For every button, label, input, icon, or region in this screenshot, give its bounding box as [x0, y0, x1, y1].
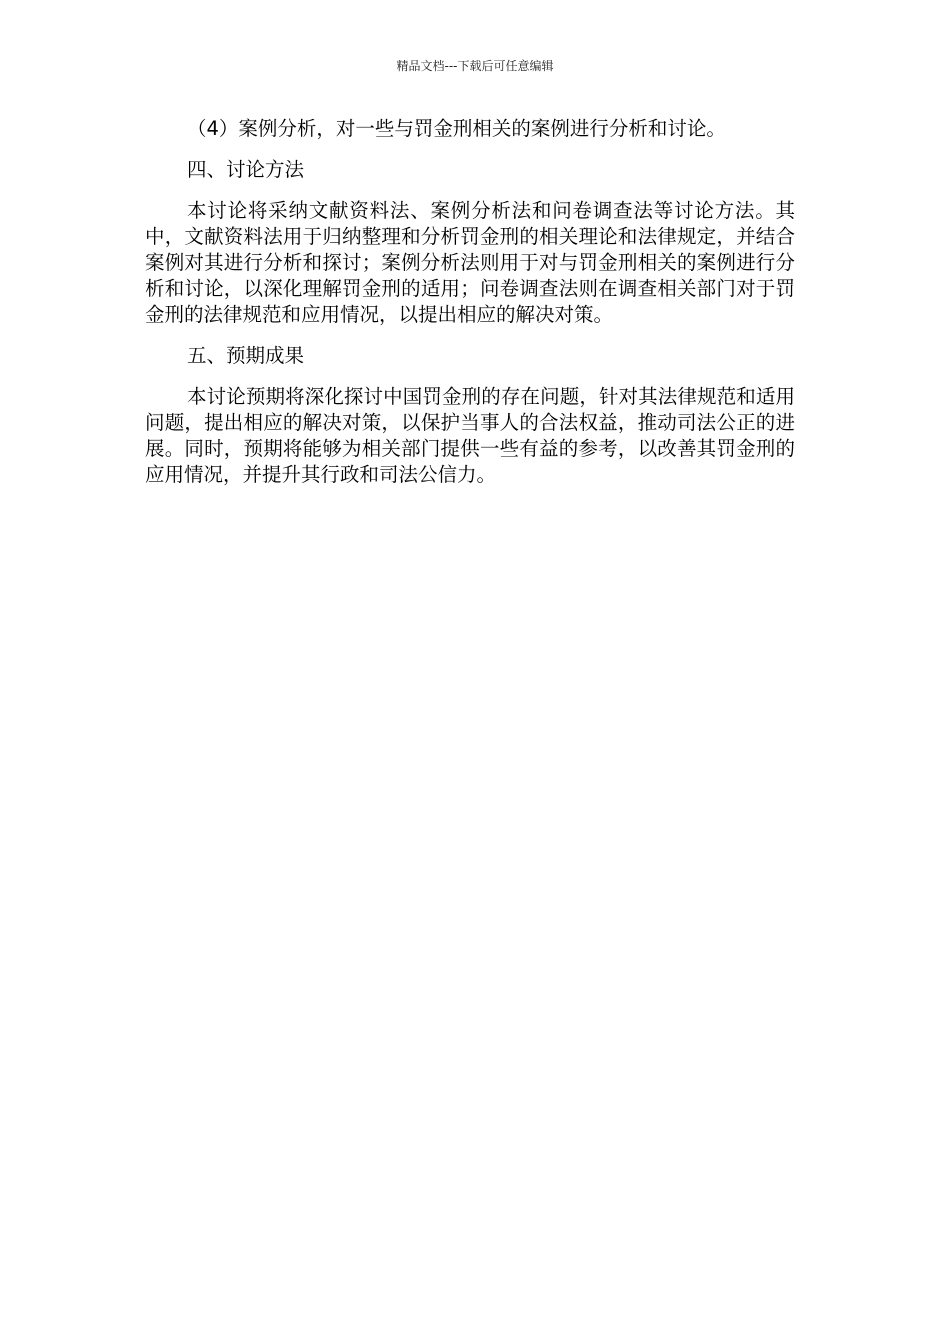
document-body — [145, 116, 795, 503]
section-heading-methods: 四、讨论方法 — [187, 158, 305, 181]
paragraph-methods: 本讨论将采纳文献资料法、案例分析法和问卷调查法等讨论方法。其中，文献资料法用于归纳整理和分析罚金刑的相关理论和法律规定，并结合案例对其进行分析和探讨；案例分析法则用于对与罚金刑相关的案例进行分析和讨论，以深化理解罚金刑的适用；问卷调查法则在调查相关部门对于罚金刑的法律规范和应用情况，以提出相应的解决对策。 — [145, 199, 795, 326]
section-heading-expected-results: 五、预期成果 — [187, 344, 305, 367]
paragraph-case-analysis: （4）案例分析，对一些与罚金刑相关的案例进行分析和讨论。 — [187, 117, 726, 140]
page-header: 精品文档---下载后可任意编辑 — [396, 59, 554, 73]
paragraph-expected-results: 本讨论预期将深化探讨中国罚金刑的存在问题，针对其法律规范和适用问题，提出相应的解决对策，以保护当事人的合法权益，推动司法公正的进展。同时，预期将能够为相关部门提供一些有益的参考，以改善其罚金刑的应用情况，并提升其行政和司法公信力。 — [145, 385, 795, 486]
